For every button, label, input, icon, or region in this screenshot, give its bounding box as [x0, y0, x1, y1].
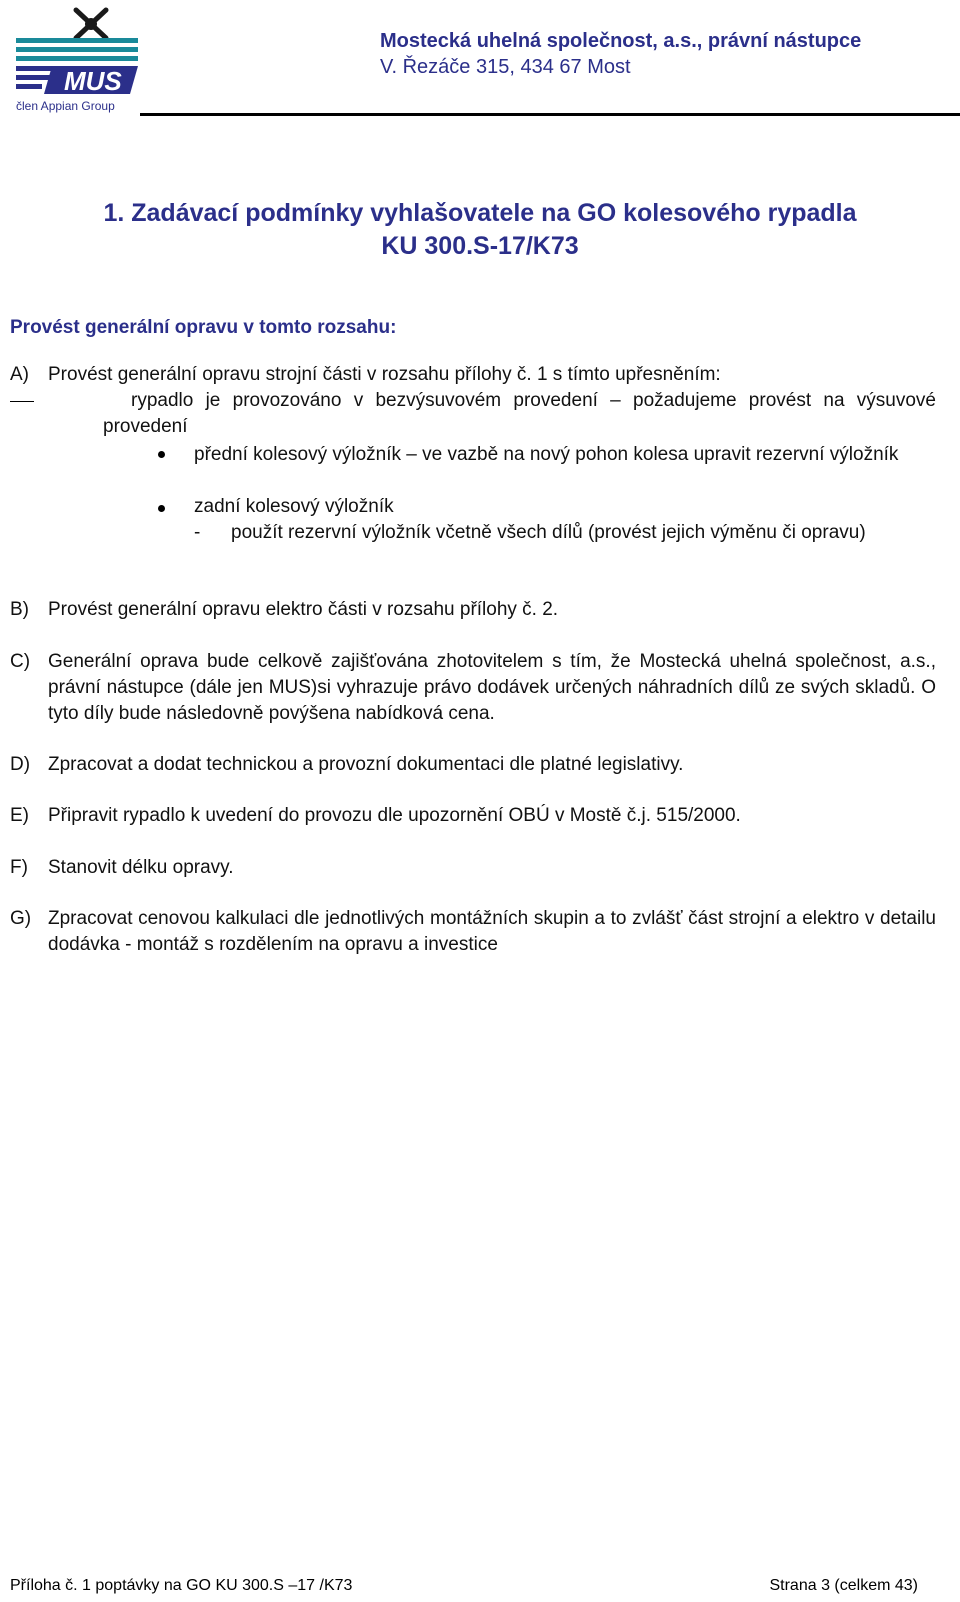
title-line-2: KU 300.S-17/K73 — [381, 232, 579, 260]
item-g-text: Zpracovat cenovou kalkulaci dle jednotlivých montážních skupin a to zvlášť část strojní a elektro v detailu dodávka - montáž s rozdělením na opravu a investice — [48, 908, 936, 955]
item-d-text: Zpracovat a dodat technickou a provozní dokumentaci dle platné legislativy. — [48, 754, 684, 775]
title-line-1: 1. Zadávací podmínky vyhlašovatele na GO kolesového rypadla — [103, 199, 857, 227]
item-a-sub-dash: použít rezervní výložník včetně všech dílů (provést jejich výměnu či opravu) — [231, 522, 866, 543]
organization-address: V. Řezáče 315, 434 67 Most — [380, 56, 631, 78]
logo-text: MUS — [64, 66, 122, 96]
item-b-text: Provést generální opravu elektro části v rozsahu přílohy č. 2. — [48, 599, 559, 620]
item-d-label: D) — [10, 754, 31, 775]
bullet-marker — [158, 505, 165, 512]
mus-logo-icon — [14, 4, 140, 116]
header-divider — [140, 113, 960, 116]
bullet-marker — [158, 451, 165, 458]
item-a-dash-text: rypadlo je provozováno v bezvýsuvovém provedení – požadujeme provést na výsuvové provedení — [103, 390, 936, 437]
dash-marker — [10, 401, 34, 402]
item-f-text: Stanovit délku opravy. — [48, 857, 234, 878]
item-b-label: B) — [10, 599, 29, 620]
item-g-label: G) — [10, 908, 32, 929]
item-c-label: C) — [10, 651, 31, 672]
item-a-bullet-1: přední kolesový výložník – ve vazbě na nový pohon kolesa upravit rezervní výložník — [194, 444, 899, 465]
item-a-text: Provést generální opravu strojní části v rozsahu přílohy č. 1 s tímto upřesněním: — [48, 364, 721, 385]
section-subheading: Provést generální opravu v tomto rozsahu: — [10, 317, 397, 338]
item-a-bullet-2: zadní kolesový výložník — [194, 496, 394, 517]
item-a-label: A) — [10, 364, 29, 385]
item-e-label: E) — [10, 805, 29, 826]
document-title — [0, 197, 960, 263]
organization-name: Mostecká uhelná společnost, a.s., právní nástupce — [380, 30, 862, 52]
footer-left: Příloha č. 1 poptávky na GO KU 300.S –17 /K73 — [10, 1577, 353, 1594]
item-f-label: F) — [10, 857, 28, 878]
item-e-text: Připravit rypadlo k uvedení do provozu dle upozornění OBÚ v Mostě č.j. 515/2000. — [48, 805, 741, 826]
logo-tagline: člen Appian Group — [16, 99, 115, 113]
footer-page-number: Strana 3 (celkem 43) — [769, 1577, 918, 1594]
item-c-text: Generální oprava bude celkově zajišťována zhotovitelem s tím, že Mostecká uhelná společnost, a.s., právní nástupce (dále jen MUS)si vyhrazuje právo dodávek určených náhradních dílů ze svých skladů. O tyto díly bude následovně povýšena nabídková cena. — [48, 651, 936, 724]
sub-dash-marker: - — [194, 522, 201, 543]
